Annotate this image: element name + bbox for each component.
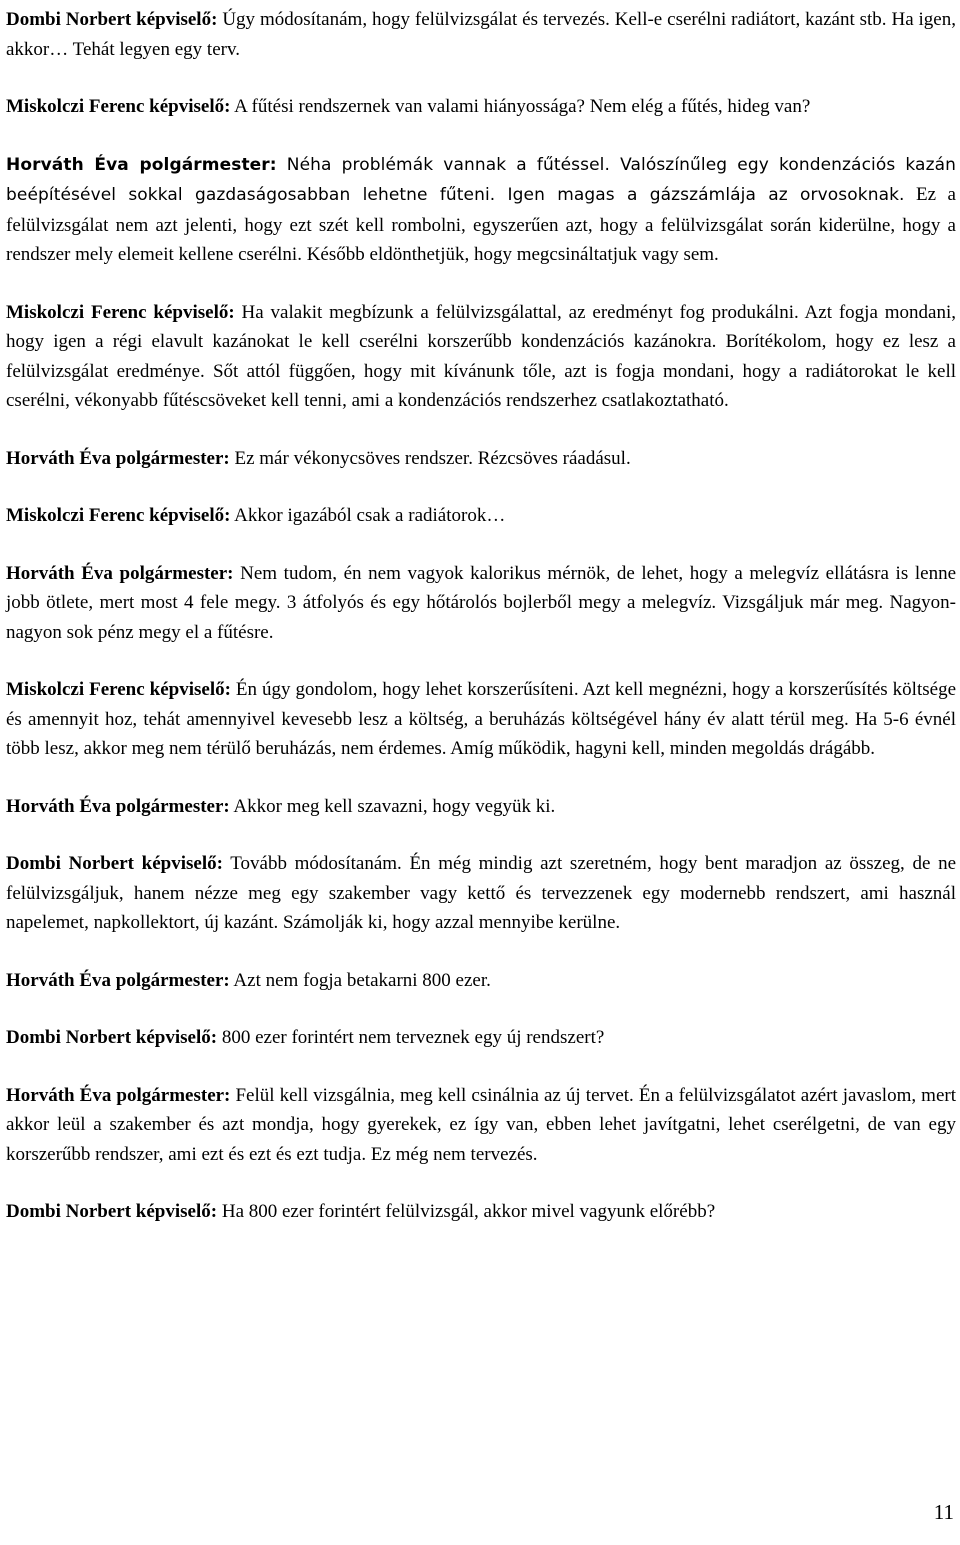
speaker-name: Horváth Éva polgármester: — [6, 969, 230, 991]
speech-text: Úgy módosítanám, hogy felülvizsgálat és tervezés. Kell-e cserélni radiátort, kazánt stb. Ha igen, akkor… Tehát legyen egy terv. — [6, 9, 956, 60]
speaker-name: Horváth Éva polgármester: — [6, 795, 230, 817]
transcript-paragraph — [6, 5, 956, 64]
meeting-transcript — [6, 5, 956, 1227]
speech-text: A fűtési rendszernek van valami hiányossága? Nem elég a fűtés, hideg van? — [230, 96, 811, 117]
transcript-paragraph — [6, 1197, 956, 1227]
speech-text: Ez már vékonycsöves rendszer. Rézcsöves ráadásul. — [229, 447, 631, 469]
speech-text: Ha 800 ezer forintért felülvizsgál, akkor mivel vagyunk előrébb? — [217, 1201, 716, 1222]
transcript-paragraph — [6, 792, 956, 822]
transcript-paragraph — [6, 849, 956, 938]
page-number: 11 — [933, 1500, 954, 1524]
document-page — [6, 5, 956, 1255]
transcript-paragraph — [6, 444, 956, 474]
speech-text: 800 ezer forintért nem terveznek egy új rendszert? — [217, 1027, 605, 1048]
speech-text: Akkor igazából csak a radiátorok… — [230, 505, 506, 526]
speech-text: Ha valakit megbízunk a felülvizsgálattal, az eredményt fog produkálni. Azt fogja mondani, hogy igen a régi elavult kazánokat le kell cserélni korszerűbb kondenzációs kazánokra. Borítékolom, hogy ez lesz a felülvizsgálat eredménye. Sőt attól függően, hogy mit kívánunk tőle, azt is fogja mondani, hogy a radiátorokat le kell cserélni, vékonyabb fűtéscsöveket kell tenni, ami a kondenzációs rendszerhez csatlakoztatható. — [6, 301, 956, 411]
speech-text: Felül kell vizsgálnia, meg kell csinálnia az új tervet. Én a felülvizsgálatot azért javaslom, mert akkor leül a szakember és azt mondja, hogy gyerekek, ez így van, ebben lehet javítgatni, lehet cserélgetni, de van egy korszerűbb rendszer, ami ezt és ezt és ezt tudja. Ez még nem tervezés. — [6, 1084, 956, 1165]
speech-text: Ez a felülvizsgálat nem azt jelenti, hogy ezt szét kell rombolni, egyszerűen azt, hogy a felülvizsgálat során kiderülne, hogy a rendszer mely elemeit kellene cserélni. Később eldönthetjük, hogy megcsináltatjuk vagy sem. — [6, 184, 956, 265]
speech-text: Én úgy gondolom, hogy lehet korszerűsíteni. Azt kell megnézni, hogy a korszerűsítés költsége és amennyit hoz, tehát amennyivel kevesebb lesz a költség, a beruházás költségével hány év alatt térül meg. Ha 5-6 évnél több lesz, akkor meg nem térülő beruházás, nem érdemes. Amíg működik, hagyni kell, minden megoldás drágább. — [6, 679, 957, 759]
transcript-paragraph — [6, 1023, 956, 1053]
speaker-name: Horváth Éva polgármester: — [6, 562, 234, 584]
speaker-name: Miskolczi Ferenc képviselő: — [6, 301, 235, 323]
speaker-name: Horváth Éva polgármester: — [6, 447, 230, 469]
speaker-name: Miskolczi Ferenc képviselő: — [6, 96, 231, 117]
transcript-paragraph — [6, 298, 956, 416]
speaker-name: Horváth Éva polgármester: — [6, 154, 277, 175]
transcript-paragraph — [6, 966, 956, 996]
speaker-name: Horváth Éva polgármester: — [6, 1084, 231, 1106]
speech-text: Tovább módosítanám. Én még mindig azt szeretném, hogy bent maradjon az összeg, de ne felülvizsgáljuk, hanem nézze meg egy szakember vagy kettő és tervezzenek egy modernebb rendszert, ami használ napelemet, napkollektort, új kazánt. Számolják ki, hogy azzal mennyibe kerülne. — [6, 853, 956, 933]
speaker-name: Dombi Norbert képviselő: — [6, 1201, 218, 1222]
speech-text: Azt nem fogja betakarni 800 ezer. — [229, 969, 491, 991]
speaker-name: Miskolczi Ferenc képviselő: — [6, 505, 231, 526]
transcript-paragraph — [6, 559, 956, 648]
speech-text: Nem tudom, én nem vagyok kalorikus mérnök, de lehet, hogy a melegvíz ellátásra is lenne jobb ötlete, mert most 4 fele megy. 3 átfolyós és egy hőtárolós bojlerből megy a melegvíz. Vizsgáljuk már meg. Nagyon-nagyon sok pénz megy el a fűtésre. — [6, 562, 957, 643]
speaker-name: Dombi Norbert képviselő: — [6, 9, 218, 30]
transcript-paragraph — [6, 92, 956, 122]
transcript-paragraph — [6, 1081, 956, 1170]
transcript-paragraph — [6, 150, 956, 270]
speaker-name: Dombi Norbert képviselő: — [6, 853, 223, 874]
speech-text: Akkor meg kell szavazni, hogy vegyük ki. — [229, 795, 556, 817]
speech-text: Néha problémák vannak a fűtéssel. Valószínűleg egy kondenzációs kazán beépítésével sokkal gazdaságosabban lehetne fűteni. Igen magas a gázszámlája az orvosoknak. — [6, 154, 956, 205]
speaker-name: Miskolczi Ferenc képviselő: — [6, 679, 231, 700]
transcript-paragraph — [6, 501, 956, 531]
speaker-name: Dombi Norbert képviselő: — [6, 1027, 218, 1048]
transcript-paragraph — [6, 675, 956, 764]
